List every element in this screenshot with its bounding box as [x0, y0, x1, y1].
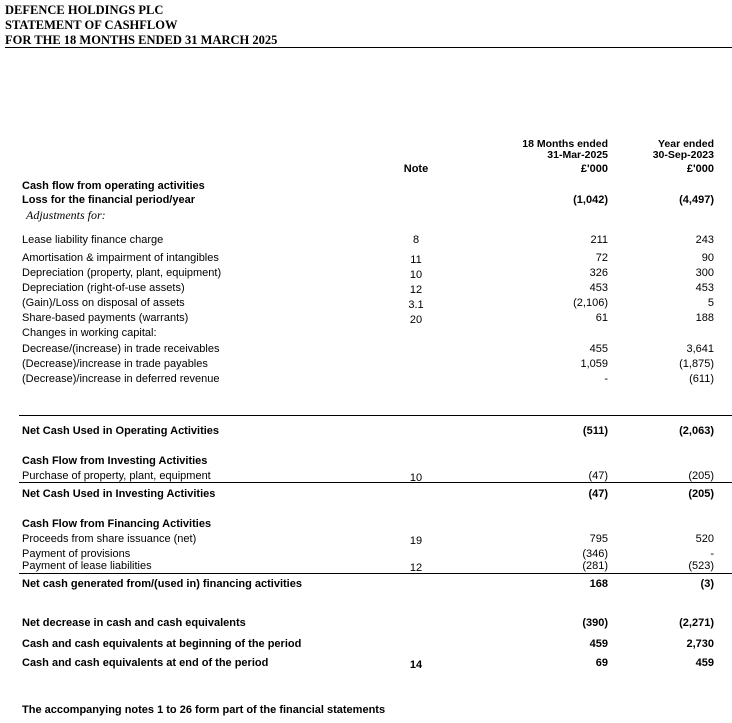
current-period-line1: 18 Months ended [522, 138, 608, 150]
depreciation-ppe-row: Depreciation (property, plant, equipment) 10 326 300 [22, 267, 714, 281]
net-financing-row: Net cash generated from/(used in) financing activities 168 (3) [22, 578, 714, 590]
statement-title: STATEMENT OF CASHFLOW [5, 18, 178, 32]
payables-row: (Decrease)/increase in trade payables 1,059 (1,875) [22, 358, 714, 370]
note-column-heading: Note [403, 163, 429, 175]
current-period-line2: 31-Mar-2025 [547, 149, 608, 161]
current-period-heading [522, 139, 608, 161]
adjustments-label-row: Adjustments for: [26, 208, 106, 222]
share-issuance-row: Proceeds from share issuance (net) 19 795 520 [22, 533, 714, 547]
cash-beginning-row: Cash and cash equivalents at beginning of the period 459 2,730 [22, 638, 714, 650]
receivables-row: Decrease/(increase) in trade receivables 455 3,641 [22, 343, 714, 355]
net-decrease-row: Net decrease in cash and cash equivalents (390) (2,271) [22, 617, 714, 629]
investing-total-rule [19, 482, 732, 483]
deferred-revenue-row: (Decrease)/increase in deferred revenue - (611) [22, 373, 714, 385]
provisions-row: Payment of provisions (346) - [22, 548, 714, 560]
cash-end-row: Cash and cash equivalents at end of the period 14 69 459 [22, 657, 714, 671]
financing-heading: Cash Flow from Financing Activities [22, 518, 212, 530]
period-title: FOR THE 18 MONTHS ENDED 31 MARCH 2025 [5, 33, 278, 47]
lease-payments-row: Payment of lease liabilities 12 (281) (523) [22, 560, 714, 574]
prior-period-heading [653, 139, 714, 161]
header-divider [5, 47, 732, 48]
purchase-ppe-row: Purchase of property, plant, equipment 10 (47) (205) [22, 470, 714, 484]
prior-period-line2: 30-Sep-2023 [652, 149, 714, 161]
investing-heading: Cash Flow from Investing Activities [22, 455, 208, 467]
depreciation-rou-row: Depreciation (right-of-use assets) 12 453 453 [22, 282, 714, 296]
amortisation-row: Amortisation & impairment of intangibles 11 72 90 [22, 252, 714, 266]
working-capital-label-row: Changes in working capital: [22, 327, 157, 339]
lease-finance-row: Lease liability finance charge 8 211 243 [22, 234, 714, 246]
financing-total-rule [19, 573, 732, 574]
gain-disposal-row: (Gain)/Loss on disposal of assets 3.1 (2,106) 5 [22, 297, 714, 311]
share-based-row: Share-based payments (warrants) 20 61 188 [22, 312, 714, 326]
prior-unit: £'000 [686, 163, 714, 175]
net-investing-row: Net Cash Used in Investing Activities (47) (205) [22, 488, 714, 500]
loss-row: Loss for the financial period/year (1,042) (4,497) [22, 194, 714, 206]
net-operating-row: Net Cash Used in Operating Activities (511) (2,063) [22, 425, 714, 437]
column-units-row [0, 162, 732, 177]
operating-heading: Cash flow from operating activities [22, 180, 205, 192]
operating-total-rule [19, 415, 732, 416]
footer-note: The accompanying notes 1 to 26 form part of the financial statements [22, 704, 386, 716]
current-unit: £'000 [580, 163, 608, 175]
company-name: DEFENCE HOLDINGS PLC [5, 3, 164, 17]
prior-period-line1: Year ended [657, 138, 714, 150]
